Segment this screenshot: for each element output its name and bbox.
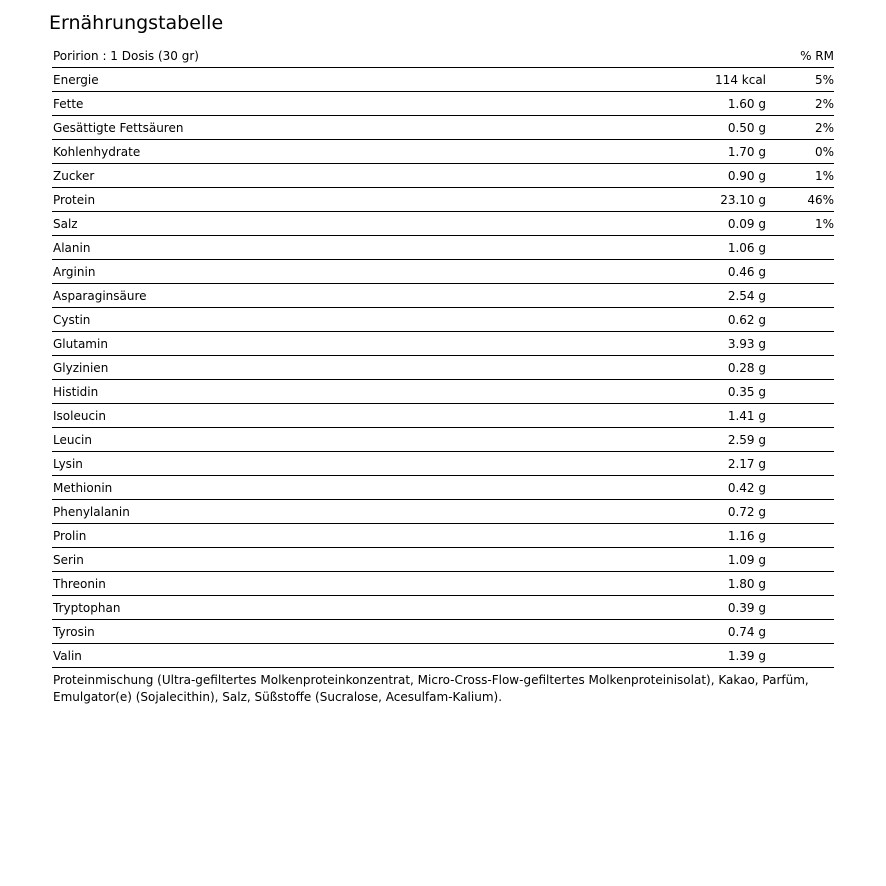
nutrient-amount: 1.41 g [727,408,766,423]
nutrient-amount: 0.50 g [727,120,766,135]
nutrient-amount: 2.17 g [727,456,766,471]
nutrient-amount: 1.80 g [727,576,766,591]
table-row [52,380,834,404]
table-row [52,620,834,644]
nutrient-amount: 1.60 g [727,96,766,111]
nutrient-amount: 0.90 g [727,168,766,183]
nutrient-name: Asparaginsäure [53,288,147,303]
nutrient-pct-rm: 5% [814,72,834,87]
table-row [52,524,834,548]
nutrient-name: Leucin [53,432,92,447]
table-row [52,260,834,284]
table-row [52,452,834,476]
table-row [52,164,834,188]
nutrient-amount: 1.09 g [727,552,766,567]
table-row [52,572,834,596]
nutrient-amount: 114 kcal [715,72,766,87]
nutrient-name: Methionin [53,480,113,495]
nutrient-amount: 1.16 g [727,528,766,543]
table-row [52,476,834,500]
nutrient-amount: 0.28 g [727,360,766,375]
pct-rm-label: % RM [800,48,834,63]
table-row [52,236,834,260]
table-row [52,212,834,236]
nutrient-name: Tryptophan [53,600,121,615]
nutrient-name: Alanin [53,240,91,255]
nutrient-name: Histidin [53,384,99,399]
nutrient-name: Zucker [53,168,95,183]
nutrient-amount: 0.42 g [727,480,766,495]
nutrient-pct-rm: 46% [807,192,834,207]
table-row [52,284,834,308]
nutrient-name: Glutamin [53,336,108,351]
nutrient-name: Fette [53,96,84,111]
table-row [52,332,834,356]
nutrient-amount: 0.35 g [727,384,766,399]
nutrient-amount: 1.39 g [727,648,766,663]
table-row [52,500,834,524]
nutrient-amount: 2.54 g [727,288,766,303]
nutrient-name: Gesättigte Fettsäuren [53,120,184,135]
nutrient-amount: 0.62 g [727,312,766,327]
table-row [52,68,834,92]
nutrient-name: Phenylalanin [53,504,130,519]
table-row [52,116,834,140]
nutrient-amount: 0.46 g [727,264,766,279]
ingredients-text: Proteinmischung (Ultra-gefiltertes Molkenproteinkonzentrat, Micro-Cross-Flow-gefiltertes Molkenproteinisolat), Kakao, Parfüm, Emulgator(e) (Sojalecithin), Salz, Süßstoffe (Sucralose, Acesulfam-Kalium). [53,673,809,704]
nutrient-amount: 1.70 g [727,144,766,159]
nutrient-amount: 3.93 g [727,336,766,351]
nutrient-pct-rm: 2% [814,120,834,135]
table-row [52,140,834,164]
nutrient-pct-rm: 1% [814,216,834,231]
nutrient-amount: 23.10 g [720,192,766,207]
table-row [52,188,834,212]
portion-label: Poririon : 1 Dosis (30 gr) [53,48,199,63]
nutrition-table [52,44,834,706]
nutrient-amount: 0.09 g [727,216,766,231]
nutrient-name: Tyrosin [53,624,95,639]
nutrient-name: Lysin [53,456,83,471]
table-body [52,68,834,668]
table-row [52,644,834,668]
nutrient-name: Cystin [53,312,91,327]
nutrient-name: Serin [53,552,84,567]
nutrient-name: Isoleucin [53,408,106,423]
table-row [52,308,834,332]
nutrient-pct-rm: 1% [814,168,834,183]
table-row [52,548,834,572]
page-title: Ernährungstabelle [49,12,224,34]
nutrient-name: Valin [53,648,82,663]
nutrient-name: Threonin [53,576,106,591]
table-row [52,428,834,452]
nutrient-amount: 0.72 g [727,504,766,519]
nutrient-name: Protein [53,192,96,207]
table-row [52,596,834,620]
table-row [52,92,834,116]
nutrient-name: Kohlenhydrate [53,144,141,159]
nutrient-amount: 0.39 g [727,600,766,615]
nutrient-name: Prolin [53,528,87,543]
nutrient-pct-rm: 0% [814,144,834,159]
nutrient-name: Salz [53,216,78,231]
nutrient-amount: 2.59 g [727,432,766,447]
nutrient-name: Arginin [53,264,96,279]
nutrient-amount: 1.06 g [727,240,766,255]
table-row [52,356,834,380]
table-header-row [52,44,834,68]
nutrient-amount: 0.74 g [727,624,766,639]
table-row [52,404,834,428]
nutrient-pct-rm: 2% [814,96,834,111]
nutrient-name: Energie [53,72,99,87]
nutrient-name: Glyzinien [53,360,109,375]
